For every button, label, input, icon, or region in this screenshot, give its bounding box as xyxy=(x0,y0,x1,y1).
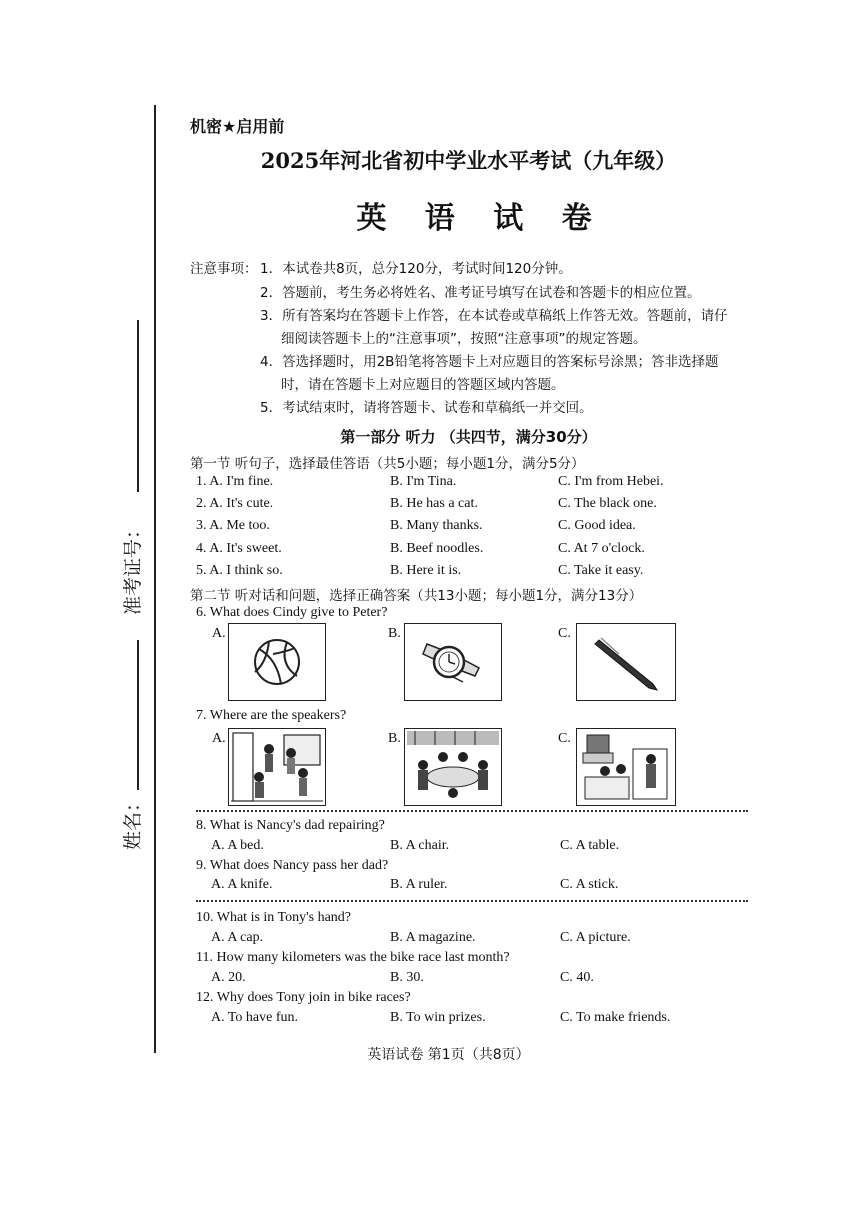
notice-item: 3．所有答案均在答题卡上作答，在本试卷或草稿纸上作答无效。答题前，请仔 xyxy=(260,308,728,324)
q2-option-c: C. The black one. xyxy=(558,496,657,511)
part-heading-text: 第一部分 听力 （共四节，满分30分） xyxy=(340,428,597,446)
q5-option-b: B. Here it is. xyxy=(390,563,462,578)
living-room-scene xyxy=(577,729,675,805)
name-label: 姓名： xyxy=(122,792,144,850)
q7-label-a: A. xyxy=(212,731,226,746)
q3-option-c: C. Good idea. xyxy=(558,518,636,533)
q3-option-a: 3. A. Me too. xyxy=(196,518,270,533)
q12-option-c: C. To make friends. xyxy=(560,1010,671,1025)
q10-option-c: C. A picture. xyxy=(560,930,631,945)
watch-icon xyxy=(405,624,501,700)
exam-title xyxy=(0,145,867,175)
q4-option-b: B. Beef noodles. xyxy=(390,541,484,556)
notice-item: 1．本试卷共8页，总分120分，考试时间120分钟。 xyxy=(260,261,572,277)
q7-stem: 7. Where are the speakers? xyxy=(196,708,347,723)
q6-label-c: C. xyxy=(558,626,571,641)
q1-option-c: C. I'm from Hebei. xyxy=(558,474,664,489)
q4-option-c: C. At 7 o'clock. xyxy=(558,541,645,556)
q12-option-a: A. To have fun. xyxy=(211,1010,299,1025)
pen-icon xyxy=(577,624,675,700)
q7-picture-c xyxy=(576,728,676,806)
q8-option-b: B. A chair. xyxy=(390,838,450,853)
q6-picture-a xyxy=(228,623,326,701)
q10-option-a: A. A cap. xyxy=(211,930,264,945)
q4-option-a: 4. A. It's sweet. xyxy=(196,541,282,556)
q1-option-a: 1. A. I'm fine. xyxy=(196,474,274,489)
exam-title-text: 2025年河北省初中学业水平考试（九年级） xyxy=(260,148,677,173)
page-footer xyxy=(0,1044,867,1064)
paper-subject-text: 英 语 试 卷 xyxy=(356,201,606,236)
classroom-scene xyxy=(229,729,325,805)
q6-label-a: A. xyxy=(212,626,226,641)
exam-id-write-line xyxy=(137,320,139,492)
volleyball-icon xyxy=(229,624,325,700)
part-heading xyxy=(0,426,867,447)
q8-option-c: C. A table. xyxy=(560,838,620,853)
page-footer-text: 英语试卷 第1页（共8页） xyxy=(367,1047,530,1063)
q11-option-a: A. 20. xyxy=(211,970,246,985)
q5-option-a: 5. A. I think so. xyxy=(196,563,283,578)
q12-option-b: B. To win prizes. xyxy=(390,1010,486,1025)
notice-item: 4．答选择题时，用2B铅笔将答题卡上对应题目的答案标号涂黑；答非选择题 xyxy=(260,354,719,370)
dining-scene xyxy=(405,729,501,805)
q9-option-c: C. A stick. xyxy=(560,877,619,892)
notice-item: 5．考试结束时，请将答题卡、试卷和草稿纸一并交回。 xyxy=(260,400,593,416)
q2-option-b: B. He has a cat. xyxy=(390,496,478,511)
q10-option-b: B. A magazine. xyxy=(390,930,476,945)
notice-item: 2．答题前，考生务必将姓名、准考证号填写在试卷和答题卡的相应位置。 xyxy=(260,285,701,301)
q8-option-a: A. A bed. xyxy=(211,838,264,853)
notice-item: 时，请在答题卡上对应题目的答题区域内答题。 xyxy=(281,377,565,393)
section-2-instruction: 第二节 听对话和问题，选择正确答案（共13小题；每小题1分，满分13分） xyxy=(190,588,643,604)
q5-option-c: C. Take it easy. xyxy=(558,563,644,578)
q2-option-a: 2. A. It's cute. xyxy=(196,496,274,511)
section-1-instruction: 第一节 听句子，选择最佳答语（共5小题；每小题1分，满分5分） xyxy=(190,456,585,472)
q12-stem: 12. Why does Tony join in bike races? xyxy=(196,990,411,1005)
confidential-mark: 机密★启用前 xyxy=(190,117,285,136)
q1-option-b: B. I'm Tina. xyxy=(390,474,457,489)
q6-stem: 6. What does Cindy give to Peter? xyxy=(196,605,388,620)
q9-option-b: B. A ruler. xyxy=(390,877,448,892)
q10-stem: 10. What is in Tony's hand? xyxy=(196,910,352,925)
q7-label-b: B. xyxy=(388,731,401,746)
q11-stem: 11. How many kilometers was the bike race last month? xyxy=(196,950,510,965)
paper-subject xyxy=(0,193,867,237)
q7-picture-a xyxy=(228,728,326,806)
notice-heading: 注意事项： xyxy=(190,261,258,277)
q11-option-c: C. 40. xyxy=(560,970,594,985)
binding-margin-line xyxy=(154,105,156,1053)
dotted-separator xyxy=(196,810,748,812)
q7-label-c: C. xyxy=(558,731,571,746)
q11-option-b: B. 30. xyxy=(390,970,424,985)
q6-picture-c xyxy=(576,623,676,701)
q6-label-b: B. xyxy=(388,626,401,641)
name-write-line xyxy=(137,640,139,790)
q7-picture-b xyxy=(404,728,502,806)
q8-stem: 8. What is Nancy's dad repairing? xyxy=(196,818,385,833)
notice-item: 细阅读答题卡上的“注意事项”，按照“注意事项”的规定答题。 xyxy=(281,331,647,347)
q3-option-b: B. Many thanks. xyxy=(390,518,483,533)
exam-id-label: 准考证号： xyxy=(122,519,144,615)
q6-picture-b xyxy=(404,623,502,701)
q9-stem: 9. What does Nancy pass her dad? xyxy=(196,858,389,873)
q9-option-a: A. A knife. xyxy=(211,877,273,892)
dotted-separator xyxy=(196,900,748,902)
